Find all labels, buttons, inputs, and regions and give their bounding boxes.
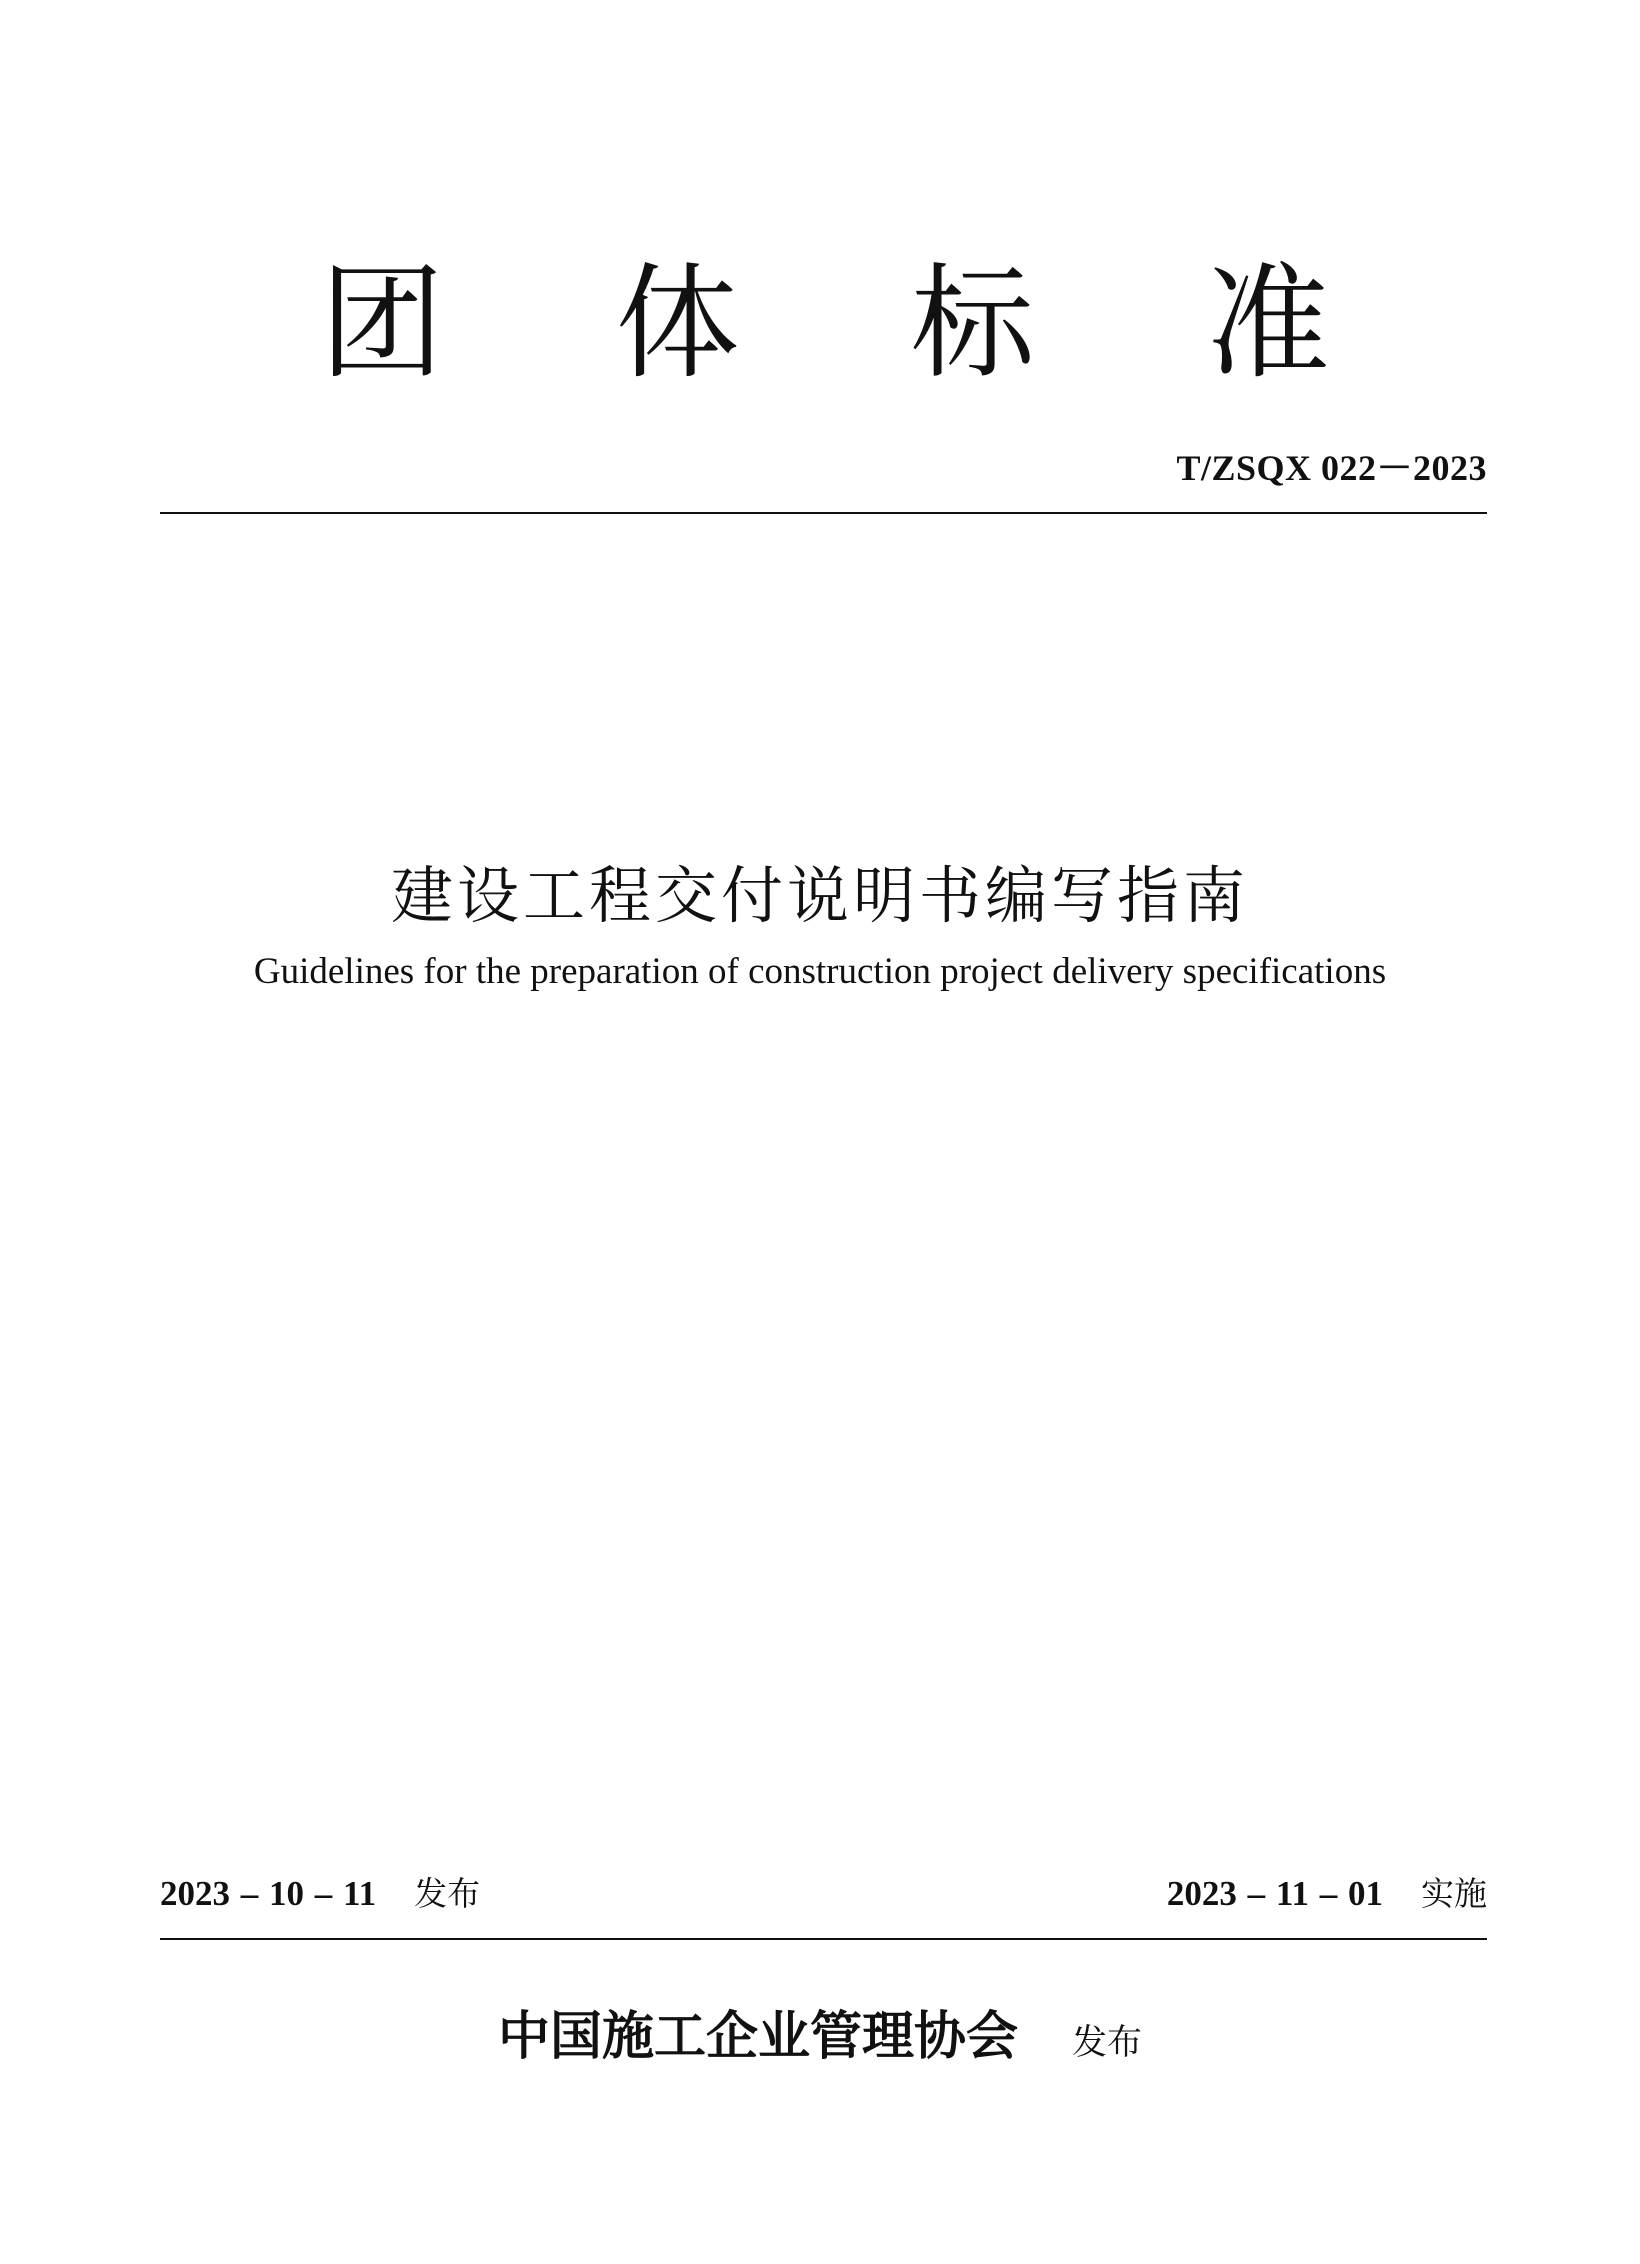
standard-number: T/ZSQX 022－2023 xyxy=(1176,448,1487,488)
standard-category-title xyxy=(320,252,1330,396)
title-char-3: 标 xyxy=(910,252,1035,396)
document-title-english: Guidelines for the preparation of construction project delivery specifications xyxy=(253,951,1387,992)
title-char-4: 准 xyxy=(1205,252,1330,396)
effective-date: 2023 – 11 – 01 xyxy=(1166,1874,1383,1913)
publisher-row xyxy=(0,1994,1640,2069)
publisher-label: 发布 xyxy=(1072,2023,1143,2063)
effective-date-row xyxy=(1167,1868,1487,1915)
top-divider xyxy=(160,512,1487,514)
publisher-name: 中国施工企业管理协会 xyxy=(497,2006,1018,2067)
bottom-divider xyxy=(160,1938,1487,1940)
document-title-chinese: 建设工程交付说明书编写指南 xyxy=(390,859,1249,932)
title-char-1: 团 xyxy=(320,252,445,396)
release-date-row xyxy=(160,1868,480,1915)
release-label: 发布 xyxy=(414,1874,481,1913)
title-char-2: 体 xyxy=(615,252,740,396)
release-date: 2023 – 10 – 11 xyxy=(160,1874,377,1913)
effective-label: 实施 xyxy=(1421,1874,1487,1913)
